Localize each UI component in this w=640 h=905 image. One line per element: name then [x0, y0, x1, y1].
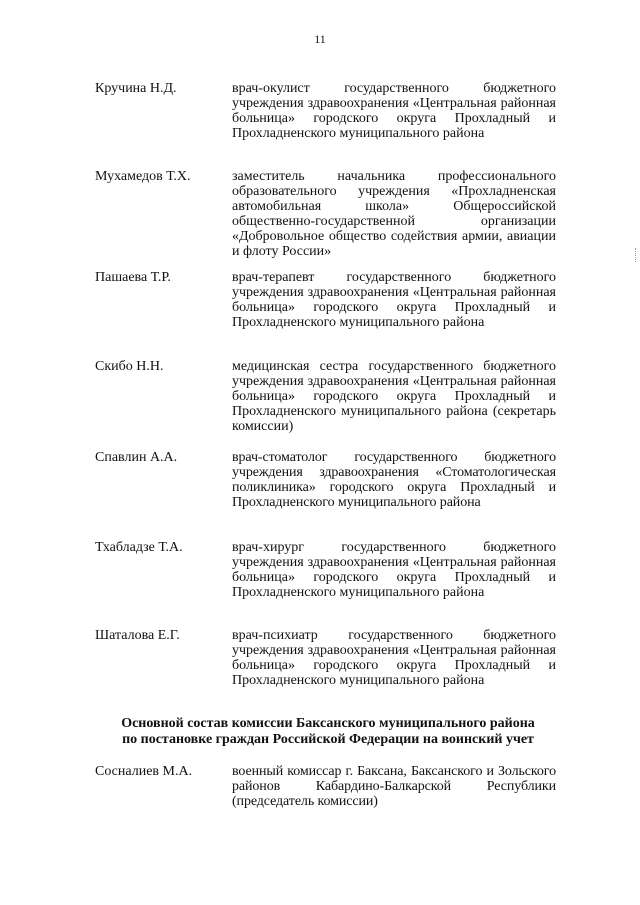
- section-heading: [95, 716, 561, 748]
- member-name: Тхабладзе Т.А.: [95, 540, 183, 555]
- member-role: врач-окулист государственного бюджетного учреждения здравоохранения «Центральная районная больница» городского округа Прохладный и Прохладненского муниципального района: [232, 81, 556, 141]
- member-name: Спавлин А.А.: [95, 450, 178, 465]
- member-role: врач-хирург государственного бюджетного учреждения здравоохранения «Центральная районная больница» городского округа Прохладный и Прохладненского муниципального района: [232, 540, 556, 600]
- page-number: 11: [314, 32, 326, 46]
- member-role: врач-терапевт государственного бюджетного учреждения здравоохранения «Центральная районная больница» городского округа Прохладный и Прохладненского муниципального района: [232, 270, 556, 330]
- section-heading-line: по постановке граждан Российской Федерации на воинский учет: [122, 732, 534, 747]
- member-name: Скибо Н.Н.: [95, 359, 164, 374]
- member-role: военный комиссар г. Баксана, Баксанского и Зольского районов Кабардино-Балкарской Республики (председатель комиссии): [232, 764, 556, 809]
- member-role: врач-психиатр государственного бюджетного учреждения здравоохранения «Центральная районная больница» городского округа Прохладный и Прохладненского муниципального района: [232, 628, 556, 688]
- margin-scan-mark: [635, 248, 638, 262]
- member-role: заместитель начальника профессионального образовательного учреждения «Прохладненская автомобильная школа» Общероссийской общественно-государственной организации «Добровольное общество содействия армии, авиации и флоту России»: [232, 169, 556, 259]
- member-role: медицинская сестра государственного бюджетного учреждения здравоохранения «Центральная районная больница» городского округа Прохладный и Прохладненского муниципального района (секретарь комиссии): [232, 359, 556, 434]
- member-name: Пашаева Т.Р.: [95, 270, 171, 285]
- member-role: врач-стоматолог государственного бюджетного учреждения здравоохранения «Стоматологическая поликлиника» городского округа Прохладный и Прохладненского муниципального района: [232, 450, 556, 510]
- member-name: Кручина Н.Д.: [95, 81, 177, 96]
- section-heading-line: Основной состав комиссии Баксанского муниципального района: [121, 716, 535, 731]
- member-name: Сосналиев М.А.: [95, 764, 193, 779]
- member-name: Шаталова Е.Г.: [95, 628, 180, 643]
- member-name: Мухамедов Т.Х.: [95, 169, 191, 184]
